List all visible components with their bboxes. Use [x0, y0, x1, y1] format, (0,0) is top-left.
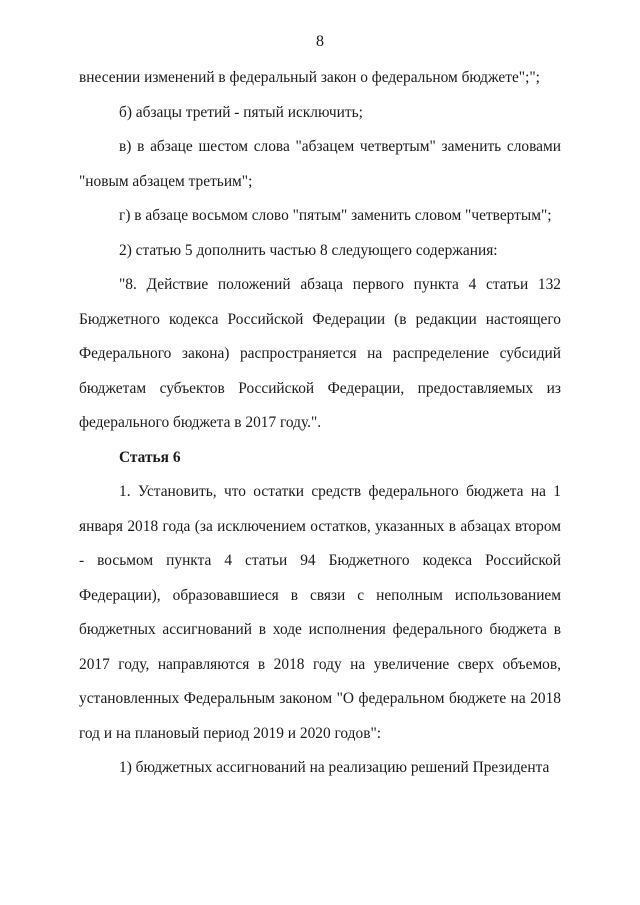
article-heading: Статья 6 — [119, 448, 181, 466]
document-body — [79, 61, 561, 786]
paragraph-item-2: 2) статью 5 дополнить частью 8 следующего содержания: — [119, 241, 498, 259]
paragraph-item-g: г) в абзаце восьмом слово "пятым" заменить словом "четвертым"; — [119, 207, 552, 224]
paragraph-article-6-item-1: 1. Установить, что остатки средств федерального бюджета на 1 января 2018 года (за исключением остатков, указанных в абзацах втором - восьмом пункта 4 статьи 94 Бюджетного кодекса Российской Федерации), образовавшиеся в связи с неполным использованием бюджетных ассигнований в ходе исполнения федерального бюджета в 2017 году, направляются в 2018 году на увеличение сверх объемов, установленных Федеральным законом "О федеральном бюджете на 2018 год и на плановый период 2019 и 2020 годов": — [79, 483, 561, 742]
paragraph-item-v: в) в абзаце шестом слова "абзацем четвертым" заменить словами "новым абзацем третьим"; — [79, 138, 561, 190]
paragraph-part-8: "8. Действие положений абзаца первого пункта 4 статьи 132 Бюджетного кодекса Российской Федерации (в редакции настоящего Федерального закона) распространяется на распределение субсидий бюджетам субъектов Российской Федерации, предоставляемых из федерального бюджета в 2017 году.". — [79, 276, 561, 431]
page-number: 8 — [316, 33, 324, 50]
paragraph-item-b: б) абзацы третий - пятый исключить; — [119, 103, 363, 121]
paragraph-subitem-1: 1) бюджетных ассигнований на реализацию решений Президента — [119, 759, 550, 776]
paragraph-continuation: внесении изменений в федеральный закон о федеральном бюджете";"; — [79, 69, 540, 86]
